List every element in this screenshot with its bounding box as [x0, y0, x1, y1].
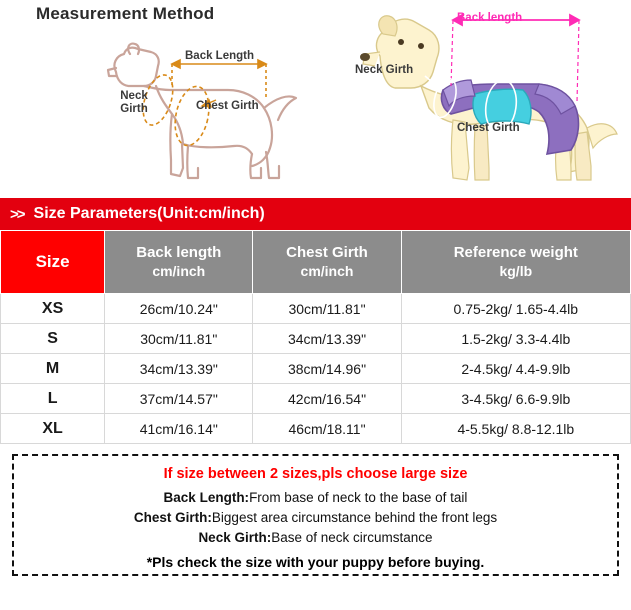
notes-headline: If size between 2 sizes,pls choose large size	[163, 466, 468, 482]
cell-size: XL	[1, 414, 105, 444]
header-chest-girth: Chest Girth cm/inch	[253, 231, 401, 294]
cell-back-length: 30cm/11.81"	[105, 324, 253, 354]
cell-chest-girth: 46cm/18.11"	[253, 414, 401, 444]
table-header-row	[1, 231, 631, 294]
right-chest-girth-label: Chest Girth	[457, 122, 520, 134]
cell-size: XS	[1, 294, 105, 324]
note-desc: From base of neck to the base of tail	[249, 490, 468, 505]
dog-photo-svg	[325, 2, 625, 198]
cell-chest-girth: 30cm/11.81"	[253, 294, 401, 324]
cell-reference-weight: 2-4.5kg/ 4.4-9.9lb	[401, 354, 630, 384]
right-neck-girth-label: Neck Girth	[355, 64, 414, 76]
size-table	[0, 230, 631, 444]
note-desc: Base of neck circumstance	[271, 530, 433, 545]
cell-size: M	[1, 354, 105, 384]
size-table-container	[0, 230, 631, 444]
left-chest-girth-label: Chest Girth	[196, 100, 259, 112]
note-item	[14, 508, 617, 528]
table-row	[1, 354, 631, 384]
cell-chest-girth: 34cm/13.39"	[253, 324, 401, 354]
cell-back-length: 34cm/13.39"	[105, 354, 253, 384]
table-row	[1, 324, 631, 354]
measurement-illustration	[0, 0, 631, 198]
banner-title: Size Parameters(Unit:cm/inch)	[33, 205, 265, 222]
left-neck-girth-label: Neck Girth	[120, 90, 148, 115]
notes-footer: *Pls check the size with your puppy before buying.	[146, 554, 485, 570]
header-size: Size	[1, 231, 105, 294]
cell-size: L	[1, 384, 105, 414]
note-term: Neck Girth:	[198, 530, 272, 545]
left-back-length-label: Back Length	[185, 50, 255, 62]
chevron-right-icon: >>	[10, 205, 24, 223]
cell-chest-girth: 38cm/14.96"	[253, 354, 401, 384]
cell-reference-weight: 3-4.5kg/ 6.6-9.9lb	[401, 384, 630, 414]
cell-size: S	[1, 324, 105, 354]
note-desc: Biggest area circumstance behind the front legs	[211, 510, 498, 525]
right-back-length-label: Back length	[457, 12, 523, 24]
cell-back-length: 41cm/16.14"	[105, 414, 253, 444]
table-row	[1, 414, 631, 444]
note-term: Back Length:	[163, 490, 250, 505]
note-term: Chest Girth:	[133, 510, 212, 525]
header-back-length: Back length cm/inch	[105, 231, 253, 294]
note-item	[14, 528, 617, 548]
size-notes-box	[12, 454, 619, 576]
cell-reference-weight: 1.5-2kg/ 3.3-4.4lb	[401, 324, 630, 354]
cell-chest-girth: 42cm/16.54"	[253, 384, 401, 414]
header-reference-weight: Reference weight kg/lb	[401, 231, 630, 294]
note-item	[14, 488, 617, 508]
size-table-head	[1, 231, 631, 294]
table-row	[1, 384, 631, 414]
size-table-body	[1, 294, 631, 444]
cell-reference-weight: 0.75-2kg/ 1.65-4.4lb	[401, 294, 630, 324]
cell-back-length: 26cm/10.24"	[105, 294, 253, 324]
cell-back-length: 37cm/14.57"	[105, 384, 253, 414]
table-row	[1, 294, 631, 324]
dog-photo-diagram	[325, 2, 625, 198]
size-parameters-banner	[0, 198, 631, 230]
cell-reference-weight: 4-5.5kg/ 8.8-12.1lb	[401, 414, 630, 444]
dog-outline-svg	[20, 28, 320, 196]
dog-outline-diagram	[20, 28, 320, 196]
page-title: Measurement Method	[36, 4, 215, 23]
